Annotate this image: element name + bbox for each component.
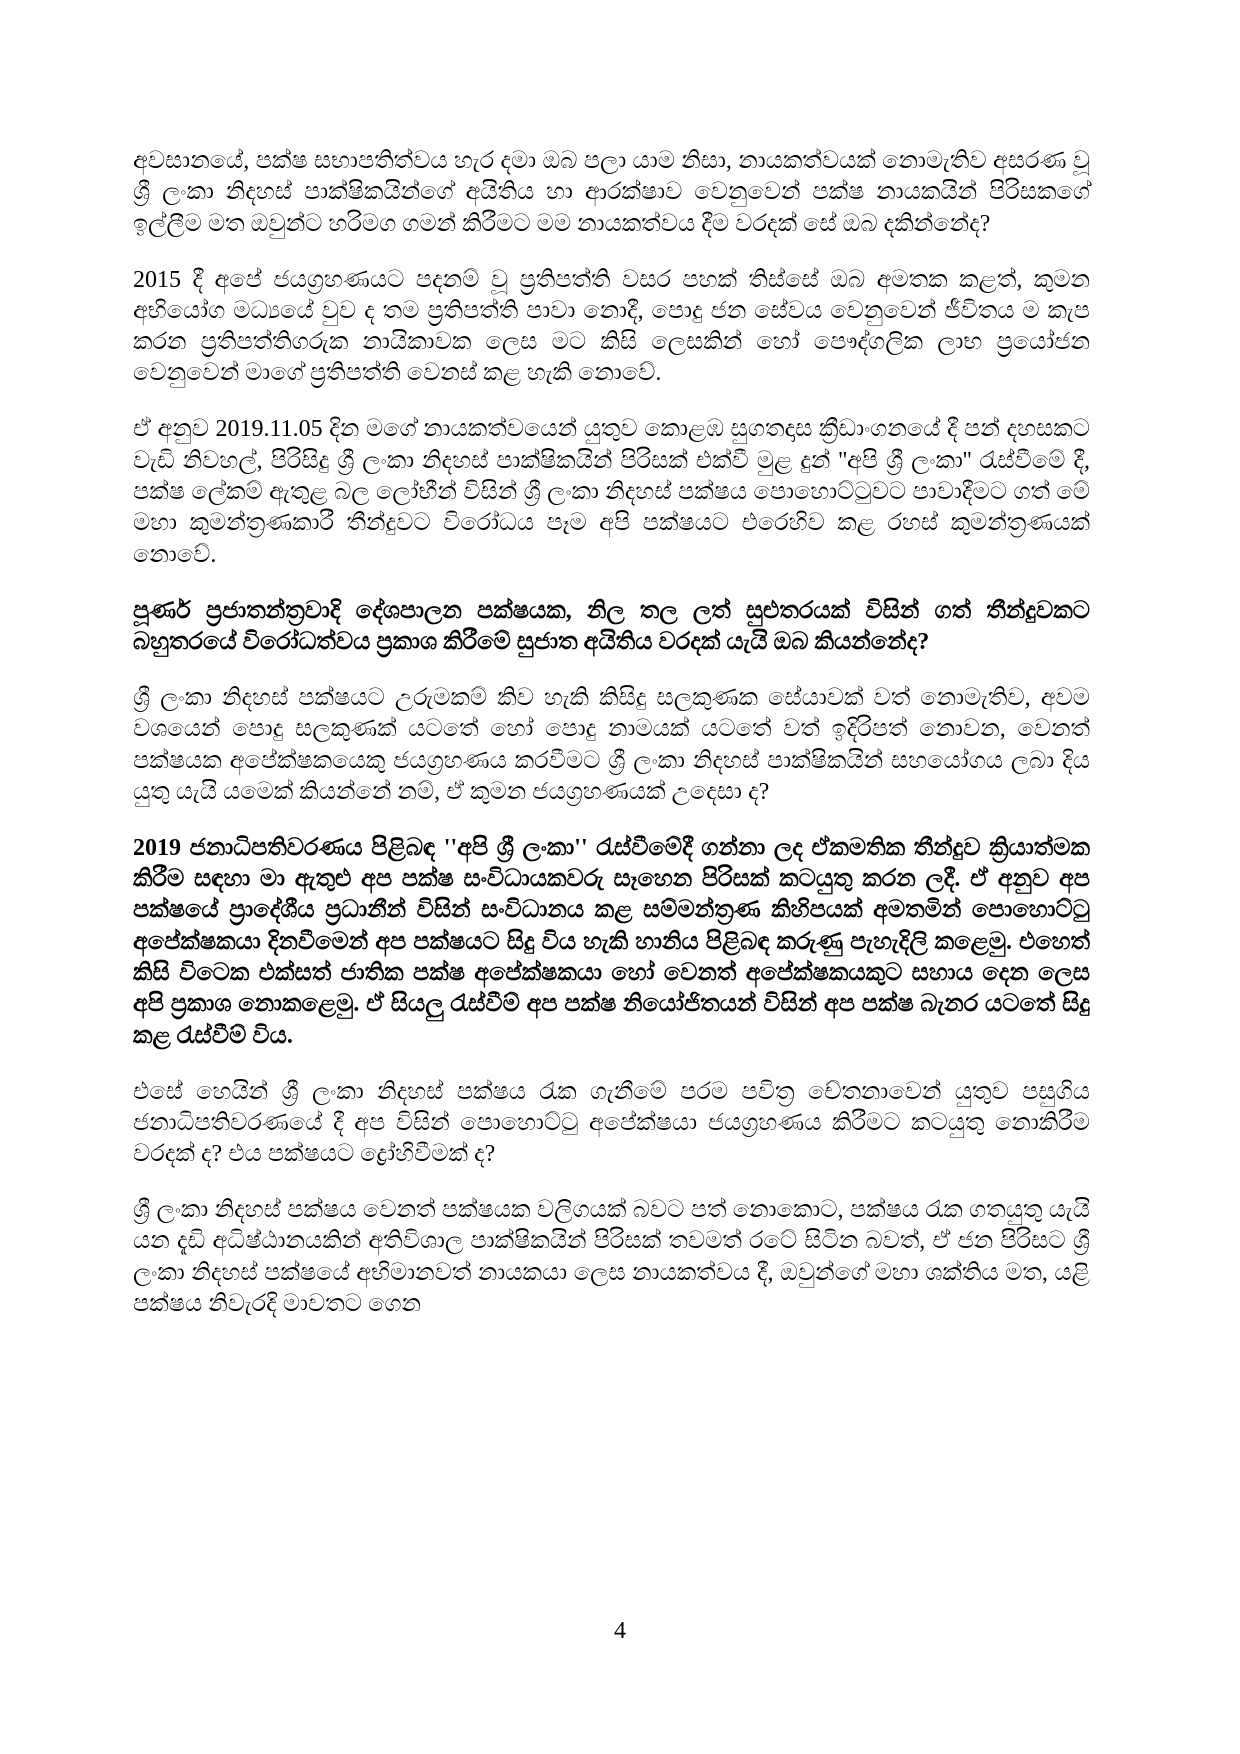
paragraph-5: ශ්‍රී ලංකා නිදහස් පක්ෂයට උරුමකම් කිව හැකි කිසිදු සලකුණක සේයාවක් වත් නොමැතිව, අවම වශයෙන් පොදු සලකුණක් යටතේ හෝ පොදු නාමයක් යටතේ වත් ඉදිරිපත් නොවන, වෙනත් පක්ෂයක අපේක්ෂකයෙකු ජයග්‍රහණය කරවීමට ශ්‍රී ලංකා නිදහස් පාක්ෂිකයින් සහයෝගය ලබා දිය යුතු යැයි යමෙක් කියන්නේ නම්, ඒ කුමන ජයග්‍රහණයක් උදෙසා ද? xyxy=(133,684,1090,805)
paragraph-6-bold: 2019 ජනාධිපතිවරණය පිළිබඳ ''අපි ශ්‍රී ලංකා'' රැස්වීමේදී ගන්නා ලද ඒකමතික තීන්දුව ක්‍රියාත්මක කිරීම සඳහා මා ඇතුළු අප පක්ෂ සංවිධායකවරු සෑහෙන පිරිසක් කටයුතු කරන ලදී. ඒ අනුව අප පක්ෂයේ ප්‍රාදේශීය ප්‍රධානීන් විසින් සංවිධානය කළ සම්මන්ත්‍රණ කිහිපයක් අමතමින් පොහොට්ටු අපේක්ෂකයා දිනවීමෙන් අප පක්ෂයට සිදු විය හැකි හානිය පිළිබඳ කරුණු පැහැදිලි කළෙමු. එහෙත් කිසි විටෙක එක්සත් ජාතික පක්ෂ අපේක්ෂකයා හෝ වෙනත් අපේක්ෂකයකුට සහාය දෙන ලෙස අපි ප්‍රකාශ නොකළෙමු. ඒ සියලු රැස්වීම් අප පක්ෂ නියෝජිතයන් විසින් අප පක්ෂ බැනර යටතේ සිදු කළ රැස්වීම් විය. xyxy=(133,834,1090,1049)
question-heading: පූර්ණ ප්‍රජාතන්ත්‍රවාදි දේශපාලන පක්ෂයක, නිල තල ලත් සුළුතරයක් විසින් ගත් තීන්දුවකට බහුතරයේ විරෝධත්වය ප්‍රකාශ කිරීමේ සුජාත අයිතිය වරදක් යැයි ඔබ කියන්නේද? xyxy=(133,597,1090,655)
paragraph-3: ඒ අනුව 2019.11.05 දින මගේ නායකත්වයෙන් යුතුව කොළඹ සුගතදාස ක්‍රීඩාංගනයේ දී පන් දහසකට වැඩි නිවහල්, පිරිසිදු ශ්‍රී ලංකා නිදහස් පාක්ෂිකයින් පිරිසක් එක්වී මුළ දුන් ''අපි ශ්‍රී ලංකා'' රැස්වීමේ දී, පක්ෂ ලේකම් ඇතුළ බල ලෝභීන් විසින් ශ්‍රී ලංකා නිදහස් පක්ෂය පොහොට්ටුවට පාවාදීමට ගත් මේ මහා කුමන්ත්‍රණකාරී තීන්දුවට විරෝධය පෑම අපි පක්ෂයට එරෙහිව කළ රහස් කුමන්ත්‍රණයක් නොවේ. xyxy=(133,416,1090,568)
paragraph-1: අවසානයේ, පක්ෂ සභාපතිත්වය හැර දමා ඔබ පලා යාම නිසා, නායකත්වයක් නොමැතිව අසරණ වූ ශ්‍රී ලංකා නිදහස් පාක්ෂිකයින්ගේ අයිතිය හා ආරක්ෂාව වෙනුවෙන් පක්ෂ නායකයින් පිරිසකගේ ඉල්ලීම මත ඔවුන්ට හරිමග ගමන් කිරීමට මම නායකත්වය දීම වරදක් සේ ඔබ දකින්නේද? xyxy=(133,148,1090,237)
paragraph-2: 2015 දී අපේ ජයග්‍රහණයට පදනම් වූ ප්‍රතිපත්ති වසර පහක් තිස්සේ ඔබ අමතක කළත්, කුමන අභියෝග මධ්‍යයේ වුව ද තම ප්‍රතිපත්ති පාවා නොදී, පොදු ජන සේවය වෙනුවෙන් ජීවිතය ම කැප කරන ප්‍රතිපත්තිගරුක නායිකාවක ලෙස මට කිසි ලෙසකින් හෝ පෞද්ගලික ලාභ ප්‍රයෝජන වෙනුවෙන් මාගේ ප්‍රතිපත්ති වෙනස් කළ හැකි නොවේ. xyxy=(133,266,1090,387)
paragraph-8: ශ්‍රී ලංකා නිදහස් පක්ෂය වෙනත් පක්ෂයක වලිගයක් බවට පත් නොකොට, පක්ෂය රැක ගතයුතු යැයි යන දැඩි අධිෂ්ඨානයකින් අතිවිශාල පාක්ෂිකයින් පිරිසක් තවමත් රටේ සිටින බවත්, ඒ ජන පිරිසට ශ්‍රී ලංකා නිදහස් පක්ෂයේ අභිමානවත් නායකයා ලෙස නායකත්වය දී, ඔවුන්ගේ මහා ශක්තිය මත, යළි පක්ෂය නිවැරදි මාවතට ගෙන xyxy=(133,1197,1090,1318)
document-body xyxy=(133,146,1090,1345)
paragraph-7: එසේ හෙයින් ශ්‍රී ලංකා නිදහස් පක්ෂය රැක ගැනීමේ පරම පවිත්‍ර චේතනාවෙන් යුතුව පසුගිය ජනාධිපතිවරණයේ දී අප විසින් පොහොට්ටු අපේක්ෂයා ජයග්‍රහණය කිරීමට කටයුතු නොකිරීම වරදක් ද? එය පක්ෂයට ද්‍රෝහිවීමක් ද? xyxy=(133,1078,1090,1168)
page-number: 4 xyxy=(614,1618,626,1644)
